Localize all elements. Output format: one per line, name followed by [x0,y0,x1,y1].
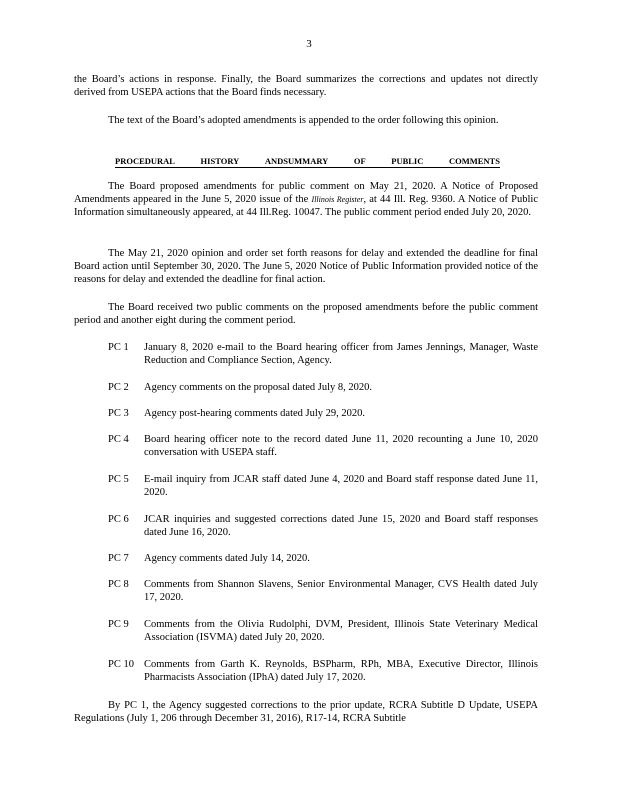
list-item [108,578,538,604]
page-number: 3 [306,38,312,50]
paragraph-delay: The May 21, 2020 opinion and order set forth reasons for delay and extended the deadline for final Board action until September 30, 2020. The June 5, 2020 Notice of Public Information provided notice of the reasons for delay and extended the deadline for final action. [74,248,538,286]
list-item [108,658,538,684]
paragraph-pc1-corrections: By PC 1, the Agency suggested corrections to the prior update, RCRA Subtitle D Update, USEPA Regulations (July 1, 206 through December 31, 2016), R17-14, RCRA Subtitle [74,700,538,725]
comment-text: Agency comments on the proposal dated July 8, 2020. [144,382,373,393]
comment-label: PC 7 [108,553,129,564]
comment-text: Comments from the Olivia Rudolphi, DVM, President, Illinois State Veterinary Medical Association (ISVMA) dated July 20, 2020. [144,619,538,644]
comment-label: PC 3 [108,408,129,419]
list-item [108,473,538,499]
comment-label: PC 2 [108,382,129,393]
comment-text: JCAR inquiries and suggested corrections dated June 15, 2020 and Board staff responses dated June 16, 2020. [144,514,538,539]
comment-text: Comments from Shannon Slavens, Senior Environmental Manager, CVS Health dated July 17, 2020. [144,579,538,604]
comment-text: Agency comments dated July 14, 2020. [144,553,310,564]
heading-word: PUBLIC [391,156,424,166]
paragraph-text: The Board proposed amendments for public comment on May 21, 2020. A Notice of Proposed Amendments appeared in the June 5, 2020 issue of the [74,181,538,206]
comment-label: PC 1 [108,342,129,353]
paragraph-intro-end: the Board’s actions in response. Finally, the Board summarizes the corrections and updates not directly derived from USEPA actions that the Board finds necessary. [74,74,538,99]
paragraph-public-comments: The Board received two public comments on the proposed amendments before the public comment period and another eight during the comment period. [74,302,538,327]
list-item [108,381,538,394]
heading-word: PROCEDURAL [115,156,175,166]
comment-text: Agency post-hearing comments dated July 29, 2020. [144,408,366,419]
heading-word: OF [353,156,366,166]
list-item [108,618,538,644]
comment-label: PC 4 [108,434,129,445]
paragraph-text: , at 44 Ill. Reg. 9360. A Notice of Public Information simultaneously appeared, at 44 Ill.Reg. 10047. The public comment period ended July 20, 2020. [74,194,539,219]
comment-label: PC 5 [108,474,129,485]
comment-label: PC 9 [108,619,129,630]
comment-text: Comments from Garth K. Reynolds, BSPharm, RPh, MBA, Executive Director, Illinois Pharmacists Association (IPhA) dated July 17, 2020. [144,659,538,684]
list-item [108,433,538,459]
illinois-register-title: Illinois Register [311,195,364,205]
comment-label: PC 6 [108,514,129,525]
comment-text: Board hearing officer note to the record dated June 11, 2020 recounting a June 10, 2020 conversation with USEPA staff. [144,434,538,459]
comment-text: January 8, 2020 e-mail to the Board hearing officer from James Jennings, Manager, Waste Reduction and Compliance Section, Agency. [144,342,538,367]
comment-text: E-mail inquiry from JCAR staff dated June 4, 2020 and Board staff response dated June 11, 2020. [144,474,538,499]
list-item [108,552,538,565]
comment-label: PC 8 [108,579,129,590]
heading-word: HISTORY [200,156,240,166]
comment-label: PC 10 [108,659,134,670]
list-item [108,513,538,539]
heading-word: COMMENTS [448,156,500,166]
paragraph-proposed-amendments [74,180,538,220]
section-heading [115,156,500,168]
list-item [108,407,538,420]
list-item [108,341,538,367]
heading-word: ANDSUMMARY [264,156,329,166]
paragraph-text-appended: The text of the Board’s adopted amendments is appended to the order following this opinion. [108,115,499,126]
